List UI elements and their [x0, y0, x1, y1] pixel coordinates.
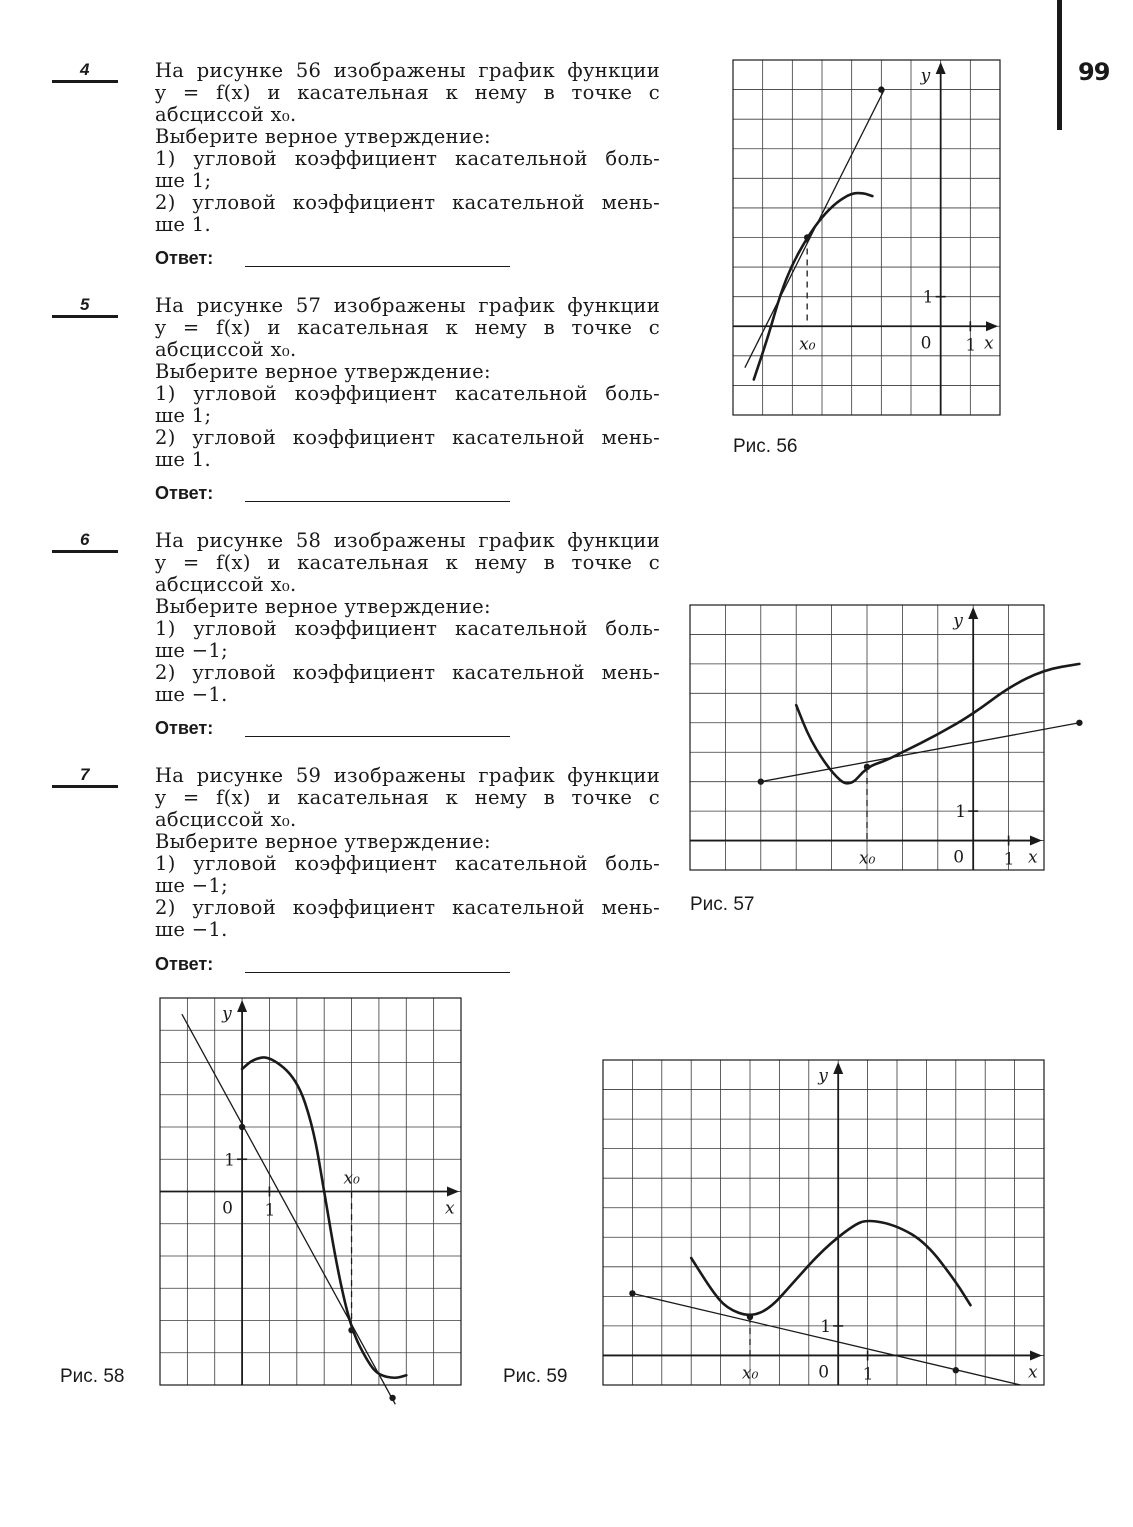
unit-y-label: 1	[820, 1316, 832, 1337]
tangent-point	[629, 1290, 635, 1296]
y-axis-arrow	[833, 1062, 843, 1074]
figure-caption: Рис. 58	[60, 1366, 125, 1387]
y-axis-arrow	[237, 1000, 247, 1012]
y-axis-label: y	[818, 1066, 828, 1086]
answer-row-5	[155, 483, 213, 504]
x-axis-label: x	[1028, 847, 1038, 868]
y-axis-label: y	[222, 1004, 232, 1024]
task-text	[155, 60, 660, 236]
answer-row-7	[155, 954, 213, 975]
tangent-point	[758, 778, 764, 784]
task-number: 7	[80, 765, 90, 784]
task-abscissa: абсциссой x₀.	[155, 808, 297, 831]
task-select: Выберите верное утверждение:	[155, 125, 491, 148]
task-option-1: 1) угловой коэффициент касательной боль-	[155, 147, 660, 170]
x0-label: x₀	[742, 1363, 759, 1384]
task-abscissa: абсциссой x₀.	[155, 103, 297, 126]
task-number: 5	[80, 295, 90, 314]
figure-59	[603, 1060, 1044, 1385]
task-rule	[52, 80, 118, 83]
tangent-point	[239, 1124, 245, 1130]
x-axis-label: x	[1028, 1362, 1038, 1383]
x-axis-arrow	[1030, 1350, 1042, 1360]
figure-58	[160, 998, 461, 1385]
page-number: 99	[1078, 58, 1110, 86]
task-option-2-end: ше −1.	[155, 918, 228, 941]
task-abscissa: абсциссой x₀.	[155, 338, 297, 361]
origin-label: 0	[953, 847, 965, 868]
task-select: Выберите верное утверждение:	[155, 595, 491, 618]
task-option-1-end: ше −1;	[155, 639, 228, 662]
task-intro: На рисунке 58 изображены график функции	[155, 529, 660, 552]
task-number: 6	[80, 530, 90, 549]
task-option-1: 1) угловой коэффициент касательной боль-	[155, 382, 660, 405]
tangent-point	[864, 764, 870, 770]
task-abscissa: абсциссой x₀.	[155, 573, 297, 596]
task-select: Выберите верное утверждение:	[155, 360, 491, 383]
tangent-point	[804, 234, 810, 240]
task-text	[155, 765, 660, 941]
x-axis-label: x	[445, 1198, 455, 1219]
page-edge-bar	[1057, 0, 1062, 130]
unit-x-label: 1	[264, 1200, 276, 1221]
task-option-1-end: ше 1;	[155, 404, 212, 427]
task-option-2-end: ше 1.	[155, 448, 211, 471]
task-intro: На рисунке 56 изображены график функции	[155, 59, 660, 82]
answer-field[interactable]	[245, 972, 510, 973]
task-option-2: 2) угловой коэффициент касательной мень-	[155, 661, 660, 684]
x-axis-arrow	[447, 1187, 459, 1197]
task-number: 4	[80, 60, 90, 79]
task-option-1-end: ше 1;	[155, 169, 212, 192]
answer-row-6	[155, 718, 213, 739]
task-intro: На рисунке 59 изображены график функции	[155, 764, 660, 787]
answer-label: Ответ:	[155, 483, 214, 503]
task-option-2: 2) угловой коэффициент касательной мень-	[155, 191, 660, 214]
figure-57	[690, 605, 1044, 870]
task-rule	[52, 785, 118, 788]
figure-caption: Рис. 57	[690, 894, 755, 915]
y-axis-label: y	[953, 611, 963, 631]
unit-x-label: 1	[1003, 849, 1015, 870]
tangent-point	[953, 1367, 959, 1373]
tangent-point	[747, 1314, 753, 1320]
unit-y-label: 1	[224, 1150, 235, 1171]
tangent-point	[878, 86, 884, 92]
tangent-point	[348, 1327, 354, 1333]
answer-field[interactable]	[245, 736, 510, 737]
origin-label: 0	[222, 1198, 233, 1219]
task-option-1: 1) угловой коэффициент касательной боль-	[155, 852, 660, 875]
figure-56	[733, 60, 1000, 415]
task-option-1: 1) угловой коэффициент касательной боль-	[155, 617, 660, 640]
origin-label: 0	[818, 1362, 830, 1383]
unit-y-label: 1	[955, 802, 967, 823]
task-select: Выберите верное утверждение:	[155, 830, 491, 853]
tangent-point	[1076, 720, 1082, 726]
x-axis-label: x	[984, 333, 994, 354]
task-text	[155, 530, 660, 706]
x-axis-arrow	[1030, 836, 1042, 846]
task-equation: y = f(x) и касательная к нему в точке с	[155, 81, 660, 104]
unit-x-label: 1	[965, 335, 977, 356]
answer-label: Ответ:	[155, 248, 214, 268]
tangent-point	[389, 1395, 395, 1401]
function-curve	[691, 1221, 970, 1315]
task-equation: y = f(x) и касательная к нему в точке с	[155, 316, 660, 339]
task-option-2: 2) угловой коэффициент касательной мень-	[155, 426, 660, 449]
unit-y-label: 1	[922, 287, 934, 308]
task-text	[155, 295, 660, 471]
task-equation: y = f(x) и касательная к нему в точке с	[155, 786, 660, 809]
answer-field[interactable]	[245, 501, 510, 502]
answer-label: Ответ:	[155, 954, 214, 974]
task-option-2: 2) угловой коэффициент касательной мень-	[155, 896, 660, 919]
origin-label: 0	[920, 333, 932, 354]
task-option-2-end: ше −1.	[155, 683, 228, 706]
task-option-1-end: ше −1;	[155, 874, 228, 897]
x0-label: x₀	[343, 1168, 360, 1189]
figure-caption: Рис. 56	[733, 436, 798, 457]
task-intro: На рисунке 57 изображены график функции	[155, 294, 660, 317]
figure-caption: Рис. 59	[503, 1366, 568, 1387]
x-axis-arrow	[986, 321, 998, 331]
task-rule	[52, 315, 118, 318]
answer-row-4	[155, 248, 213, 269]
answer-field[interactable]	[245, 266, 510, 267]
task-rule	[52, 550, 118, 553]
y-axis-label: y	[920, 66, 931, 86]
y-axis-arrow	[936, 62, 946, 74]
x0-label: x₀	[859, 848, 876, 869]
unit-x-label: 1	[862, 1364, 874, 1385]
y-axis-arrow	[968, 607, 978, 619]
x0-label: x₀	[799, 334, 816, 355]
answer-label: Ответ:	[155, 718, 214, 738]
task-equation: y = f(x) и касательная к нему в точке с	[155, 551, 660, 574]
task-option-2-end: ше 1.	[155, 213, 211, 236]
